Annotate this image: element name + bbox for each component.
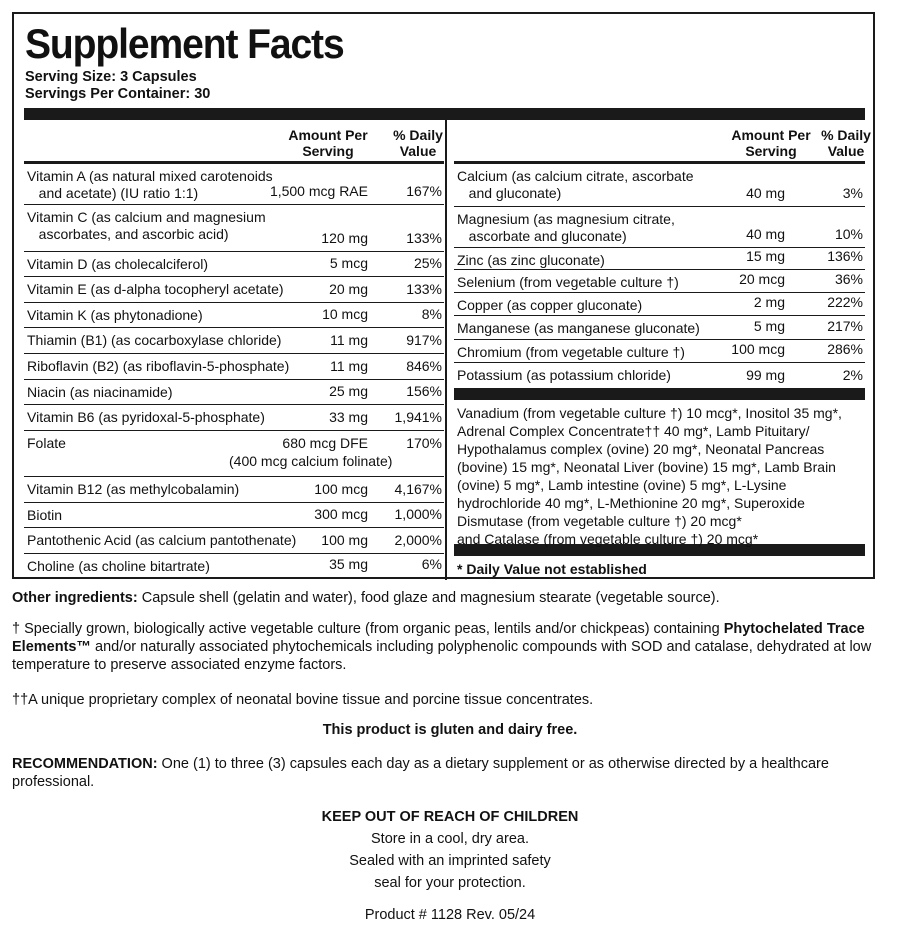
misc-top-bar [454, 388, 865, 400]
nutrient-row [24, 164, 444, 205]
recommendation [12, 755, 882, 791]
other-ingredients-label: Other ingredients: [12, 590, 138, 606]
dv-header: % Daily Value [821, 127, 871, 159]
nutrient-amount: 100 mcg [731, 341, 785, 357]
nutrient-daily-value: 917% [406, 332, 442, 348]
nutrient-amount: 99 mg [746, 367, 785, 383]
nutrient-row [454, 270, 865, 293]
nutrient-name: Niacin (as niacinamide) [27, 384, 173, 400]
nutrient-daily-value: 156% [406, 383, 442, 399]
nutrient-amount: 11 mg [330, 358, 368, 374]
nutrient-name: Manganese (as manganese gluconate) [457, 320, 700, 336]
right-column [454, 120, 871, 577]
nutrient-amount: 33 mg [329, 409, 368, 425]
nutrient-amount: 2 mg [753, 294, 785, 310]
nutrient-row [24, 554, 444, 577]
other-ingredients [12, 589, 882, 607]
nutrient-amount: 100 mg [321, 532, 368, 548]
supplement-facts-panel [12, 12, 875, 579]
nutrient-name: Copper (as copper gluconate) [457, 297, 643, 313]
nutrient-amount: 40 mg [746, 226, 785, 242]
nutrient-name: Folate [27, 435, 66, 451]
nutrient-amount: 20 mcg [739, 271, 785, 287]
amount-header: Amount Per Serving [731, 127, 811, 159]
nutrient-daily-value: 286% [827, 341, 863, 357]
nutrient-row [24, 252, 444, 277]
nutrient-amount: 20 mg [329, 281, 368, 297]
nutrient-daily-value: 2% [842, 367, 863, 383]
nutrient-row [24, 528, 444, 554]
nutrient-daily-value: 25% [413, 255, 442, 271]
nutrient-amount: 11 mg [330, 332, 368, 348]
gluten-statement: This product is gluten and dairy free. [322, 722, 578, 738]
nutrient-daily-value: 1,941% [394, 409, 442, 425]
nutrient-name: Vitamin C (as calcium and magnesium ascorbates, and ascorbic acid) [27, 209, 266, 242]
recommendation-label: RECOMMENDATION: [12, 756, 158, 772]
dagger-footnote-post: and/or naturally associated phytochemicals including polyphenolic compounds with SOD and catalase, dehydrated at low temperature to preserve associated enzyme factors. [12, 639, 872, 673]
serving-info [25, 69, 210, 103]
nutrient-row [454, 363, 865, 388]
nutrient-amount: 120 mg [321, 230, 368, 246]
nutrient-daily-value: 2,000% [394, 532, 442, 548]
nutrient-row [24, 503, 444, 528]
dagger-footnote-bold: Phytochelated Trace Elements™ [12, 621, 865, 655]
nutrient-row [24, 354, 444, 380]
nutrient-daily-value: 133% [406, 230, 442, 246]
servings-per-container: Servings Per Container: 30 [25, 86, 211, 102]
dagger-footnote-pre: † Specially grown, biologically active vegetable culture (from organic peas, lentils and/or chickpeas) containing [12, 621, 724, 637]
nutrient-name: Selenium (from vegetable culture †) [457, 274, 679, 290]
nutrient-row [454, 207, 865, 248]
recommendation-text: One (1) to three (3) capsules each day as a dietary supplement or as otherwise directed by a healthcare professional. [12, 756, 829, 790]
nutrient-daily-value: 8% [421, 306, 442, 322]
dagger-footnote [12, 620, 887, 674]
nutrient-name: Vitamin E (as d-alpha tocopheryl acetate) [27, 281, 284, 297]
nutrient-daily-value: 1,000% [394, 506, 442, 522]
nutrient-daily-value: 222% [827, 294, 863, 310]
nutrient-daily-value: 167% [406, 183, 442, 199]
right-column-header [454, 120, 871, 164]
nutrient-name: Vitamin A (as natural mixed carotenoids and acetate) (IU ratio 1:1) [27, 168, 273, 201]
nutrient-name: Choline (as choline bitartrate) [27, 558, 210, 574]
serving-size: Serving Size: 3 Capsules [25, 69, 197, 85]
storage-line-1: Store in a cool, dry area. [371, 831, 529, 847]
nutrient-daily-value: 217% [827, 318, 863, 334]
nutrient-daily-value: 36% [834, 271, 863, 287]
storage-line-2: Sealed with an imprinted safety [349, 853, 551, 869]
daily-value-note: * Daily Value not established [457, 561, 647, 577]
nutrient-amount: 300 mcg [314, 506, 368, 522]
nutrient-amount: 680 mcg DFE [282, 435, 368, 451]
nutrient-amount: 5 mg [753, 318, 785, 334]
nutrient-row [454, 293, 865, 316]
left-nutrient-rows [24, 164, 444, 577]
nutrient-row [24, 431, 444, 477]
warning-text: KEEP OUT OF REACH OF CHILDREN [321, 809, 579, 825]
nutrient-name: Chromium (from vegetable culture †) [457, 344, 685, 360]
nutrient-amount: 35 mg [329, 556, 368, 572]
nutrient-name: Biotin [27, 507, 63, 523]
nutrient-row [24, 380, 444, 405]
misc-ingredients-block: Vanadium (from vegetable culture †) 10 mcg*, Inositol 35 mg*, Adrenal Complex Concentrate†† 40 mg*, Lamb Pituitary/ Hypothalamus complex (ovine) 20 mg*, Neonatal Pancreas (bovine) 15 mg*, Neonatal Liver (bovine) 15 mg*, Lamb Brain (ovine) 5 mg*, Lamb intestine (ovine) 5 mg*, L-Lysine hydrochloride 40 mg*, L-Methionine 20 mg*, Superoxide Dismutase (from vegetable culture †) 20 mcg* and Catalase (from vegetable culture †) 20 mcg* [457, 405, 842, 547]
nutrient-amount: 40 mg [746, 185, 785, 201]
nutrient-name: Thiamin (B1) (as cocarboxylase chloride) [27, 332, 282, 348]
nutrient-name: Vitamin K (as phytonadione) [27, 307, 203, 323]
nutrient-amount: 100 mcg [314, 481, 368, 497]
nutrient-row [24, 328, 444, 354]
nutrient-row [24, 477, 444, 503]
left-column-header [24, 120, 444, 164]
column-divider [445, 120, 447, 580]
nutrient-amount: 5 mcg [329, 255, 368, 271]
nutrient-amount: 10 mcg [322, 306, 368, 322]
nutrient-daily-value: 6% [421, 556, 442, 572]
nutrient-daily-value: 136% [827, 248, 863, 264]
amount-header: Amount Per Serving [288, 127, 368, 159]
nutrient-name: Calcium (as calcium citrate, ascorbate and gluconate) [457, 168, 694, 201]
nutrient-name: Pantothenic Acid (as calcium pantothenate) [27, 532, 297, 548]
dv-header: % Daily Value [393, 127, 443, 159]
nutrient-amount: 15 mg [746, 248, 785, 264]
nutrient-daily-value: 170% [406, 435, 442, 451]
nutrient-row [24, 303, 444, 328]
other-ingredients-text: Capsule shell (gelatin and water), food glaze and magnesium stearate (vegetable source). [137, 590, 720, 606]
product-code: Product # 1128 Rev. 05/24 [364, 907, 536, 923]
nutrient-name: Zinc (as zinc gluconate) [457, 252, 605, 268]
nutrient-daily-value: 3% [842, 185, 863, 201]
nutrient-daily-value: 4,167% [394, 481, 442, 497]
nutrient-row [454, 340, 865, 363]
nutrient-row [24, 277, 444, 303]
nutrient-name: Magnesium (as magnesium citrate, ascorbate and gluconate) [457, 211, 675, 244]
nutrient-name: Vitamin B6 (as pyridoxal-5-phosphate) [27, 409, 265, 425]
nutrient-name: Vitamin D (as cholecalciferol) [27, 256, 209, 272]
storage-line-3: seal for your protection. [374, 875, 526, 891]
right-nutrient-rows [454, 164, 865, 388]
nutrient-row [454, 164, 865, 207]
nutrient-daily-value: 10% [834, 226, 863, 242]
nutrient-name: Riboflavin (B2) (as riboflavin-5-phosphate) [27, 358, 290, 374]
nutrient-subnote: (400 mcg calcium folinate) [229, 453, 393, 469]
nutrient-amount: 25 mg [329, 383, 368, 399]
nutrient-daily-value: 133% [406, 281, 442, 297]
panel-title: Supplement Facts [25, 20, 344, 67]
nutrient-name: Potassium (as potassium chloride) [457, 367, 671, 383]
nutrient-row [454, 248, 865, 270]
nutrient-daily-value: 846% [406, 358, 442, 374]
double-dagger-footnote: ††A unique proprietary complex of neonatal bovine tissue and porcine tissue concentrates. [12, 692, 594, 708]
left-column [24, 120, 444, 577]
nutrient-row [454, 316, 865, 340]
nutrient-row [24, 205, 444, 252]
nutrient-amount: 1,500 mcg RAE [269, 183, 368, 199]
top-divider-bar [24, 108, 865, 120]
nutrient-name: Vitamin B12 (as methylcobalamin) [27, 481, 240, 497]
nutrient-row [24, 405, 444, 431]
